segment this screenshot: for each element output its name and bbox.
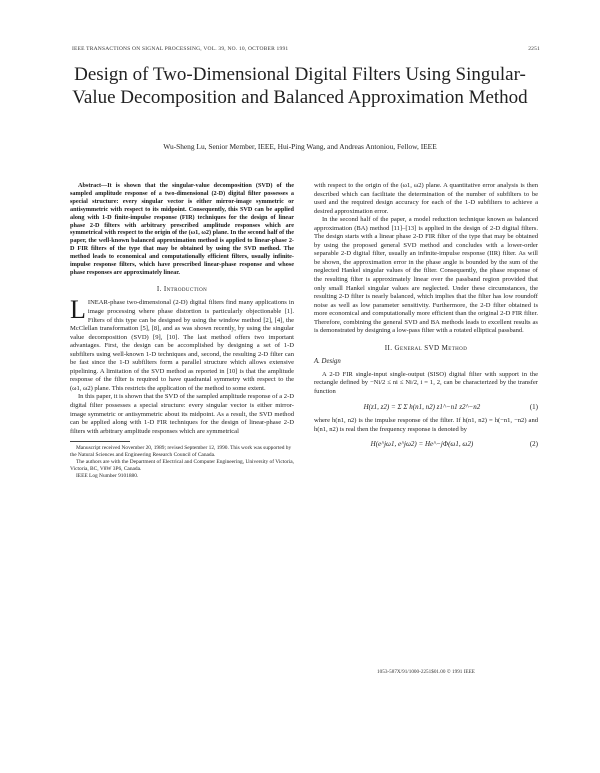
equation-1-number: (1) [529,402,538,411]
footnote-log-number: IEEE Log Number 9101880. [76,472,139,479]
section-heading-introduction: I. Introduction [156,284,208,293]
footnotes [70,445,294,480]
right-paragraph-2: In the second half of the paper, a model reduction technique known as balanced approximation (BA) method [11]–[13] is applied in the design of 2-D digital filters. The design starts with a linear phase 2-D FIR filter of the type that may be obtained by using the proposed general SVD method and concludes with a lower-order separable 2-D digital filter, usually an infinite-impulse response (IIR) filter. As will be shown, the approximation error in the phase angle is bounded by the sum of the neglected Hankel singular values of the filter. Consequently, the phase response of the resulting filter is approximately linear over the passband region provided that only small Hankel singular values are neglected. Under these circumstances, the resulting 2-D filter is nearly balanced, which implies that the filter has low roundoff noise as well as low parameter sensitivity. Furthermore, the 2-D filter obtained is more economical and computationally more efficient than the original 2-D FIR filter. Therefore, combining the general SVD and BA methods leads to excellent results as is demonstrated by designing a low-pass filter with a rotated elliptical passband. [314,216,538,335]
equation-1 [314,403,538,412]
running-header [72,46,540,52]
author-line: Wu-Sheng Lu, Senior Member, IEEE, Hui-Ping Wang, and Andreas Antoniou, Fellow, IEEE [163,142,437,151]
intro-paragraph-2: In this paper, it is shown that the SVD of the sampled amplitude response of a 2-D digital filter possesses a special structure: every singular vector is either mirror-image symmetric or antisymmetric about its midpoint. As a result, the SVD method can be applied along with 1-D FIR techniques for the design of linear-phase 2-D filters with arbitrary amplitude responses which are symmetrical [70,393,294,435]
subsection-heading-design: A. Design [314,358,341,366]
equation-2 [314,440,538,449]
abstract [70,182,294,277]
footnote-affiliation: The authors are with the Department of Electrical and Computer Engineering, University of Victoria, Victoria, BC, V8W 3P6, Canada. [70,458,294,472]
copyright-line: 1053-587X/91/1000-2251$01.00 © 1991 IEEE [377,669,475,675]
footnote-rule [70,441,130,442]
equation-2-body: H(e^jω1, e^jω2) = He^−jΦ(ω1, ω2) [370,440,474,449]
journal-name: IEEE TRANSACTIONS ON SIGNAL PROCESSING, VOL. 39, NO. 10, OCTOBER 1991 [72,46,289,52]
section-heading-general-svd: II. General SVD Method [384,343,468,352]
design-paragraph: A 2-D FIR single-input single-output (SISO) digital filter with support in the rectangle defined by −Ni/2 ≤ ni ≤ Ni/2, i = 1, 2, can be characterized by the transfer function [314,370,538,396]
paper-title: Design of Two-Dimensional Digital Filters Using Singular-Value Decomposition and Balanced Approximation Method [72,64,528,108]
drop-cap: L [70,295,86,325]
impulse-response-paragraph: where h(n1, n2) is the impulse response of the filter. If h(n1, n2) = h(−n1, −n2) and h(n1, n2) is real then the frequency response is denoted by [314,417,538,433]
equation-1-body: H(z1, z2) = Σ Σ h(n1, n2) z1^−n1 z2^−n2 [363,402,481,411]
footnote-received: Manuscript received November 20, 1989; revised September 12, 1990. This work was supported by the Natural Sciences and Engineering Research Council of Canada. [70,445,292,459]
abstract-text: Abstract—It is shown that the singular-value decomposition (SVD) of the sampled amplitude response of a two-dimensional (2-D) digital filter possesses a special structure: every singular vector is either mirror-image symmetric or antisymmetric with respect to its midpoint. Consequently, this SVD can be applied along with 1-D finite-impulse response (FIR) techniques for the design of linear phase 2-D filters with arbitrary prescribed amplitude responses which are symmetrical with respect to the origin of the (ω1, ω2) plane. In the second half of the paper, the well-known balanced approximation method is applied to linear-phase 2-D FIR filters of the type that may be obtained by using the SVD method. The method leads to economical and computationally efficient filters, usually infinite-impulse response filters, which have prescribed linear-phase response and whose phase responses are approximately linear. [70,182,294,276]
intro-paragraph-1-text: INEAR-phase two-dimensional (2-D) digital filters find many applications in image processing where phase distortion is particularly objectionable [1]. Filters of this type can be designed by using the window method [2], [4], the McClellan transformation [5], [8], and as was shown recently, by using the singular value decomposition (SVD) [9], [10]. The last method offers two important advantages. First, the design can be accomplished by designing a set of 1-D subfilters using well-known 1-D techniques and, second, the resulting 2-D filter can be fast since the 1-D subfilters form a parallel structure which allows extensive pipelining. A limitation of the SVD method as reported in [10] is that the amplitude response of the filter is required to have quadrantal symmetry with respect to the (ω1, ω2) plane. This restricts the application of the method to some extent. [70,299,294,392]
equation-2-number: (2) [529,440,538,449]
right-column [314,182,538,455]
left-column [70,182,294,480]
right-paragraph-1: with respect to the origin of the (ω1, ω2) plane. A quantitative error analysis is then described which can facilitate the determination of the number of subfilters to be used and the required design accuracy for each of the 1-D subfilters to achieve a desired approximation error. [314,182,538,215]
intro-paragraph-1 [70,295,294,393]
page-number: 2251 [528,46,540,52]
